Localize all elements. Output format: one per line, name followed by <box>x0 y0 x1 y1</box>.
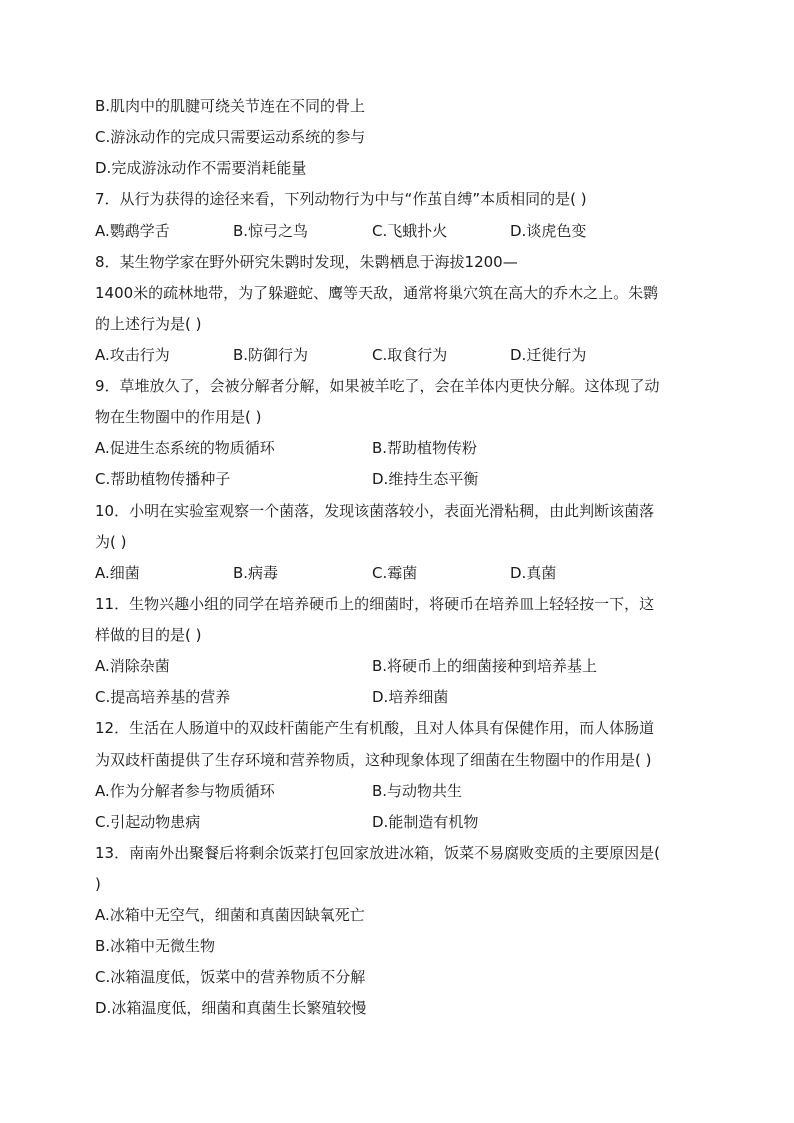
q13-option-b: B.冰箱中无微生物 <box>95 937 216 955</box>
q12-option-a: A.作为分解者参与物质循环 <box>95 782 275 800</box>
q7-option-a: A.鹦鹉学舌 <box>95 222 170 240</box>
q10-option-c: C.霉菌 <box>372 564 418 582</box>
q9-option-c: C.帮助植物传播种子 <box>95 470 231 488</box>
q9-option-b: B.帮助植物传粉 <box>372 439 478 457</box>
q12-stem-line-2: 为双歧杆菌提供了生存环境和营养物质，这种现象体现了细菌在生物圈中的作用是( ) <box>95 751 652 769</box>
q8-stem-line-3: 的上述行为是( ) <box>95 315 202 333</box>
q6-option-d: D.完成游泳动作不需要消耗能量 <box>95 159 307 177</box>
q11-option-d: D.培养细菌 <box>372 688 449 706</box>
q13-stem-line-1: 13．南南外出聚餐后将剩余饭菜打包回家放进冰箱，饭菜不易腐败变质的主要原因是( <box>95 844 660 862</box>
q13-stem-line-2: ) <box>95 875 101 893</box>
q11-stem-line-1: 11．生物兴趣小组的同学在培养硬币上的细菌时，将硬币在培养皿上轻轻按一下，这 <box>95 595 655 613</box>
q7-option-b: B.惊弓之鸟 <box>233 222 309 240</box>
q11-option-a: A.消除杂菌 <box>95 657 170 675</box>
q6-option-c: C.游泳动作的完成只需要运动系统的参与 <box>95 128 366 146</box>
q13-option-d: D.冰箱温度低，细菌和真菌生长繁殖较慢 <box>95 999 367 1017</box>
q7-option-d: D.谈虎色变 <box>510 222 587 240</box>
q10-option-b: B.病毒 <box>233 564 279 582</box>
q8-stem-line-1: 8．某生物学家在野外研究朱鹮时发现，朱鹮栖息于海拔1200— <box>95 253 518 271</box>
q10-stem-line-2: 为( ) <box>95 533 127 551</box>
q12-option-b: B.与动物共生 <box>372 782 463 800</box>
q12-stem-line-1: 12．生活在人肠道中的双歧杆菌能产生有机酸，且对人体具有保健作用，而人体肠道 <box>95 719 655 737</box>
q10-stem-line-1: 10．小明在实验室观察一个菌落，发现该菌落较小，表面光滑粘稠，由此判断该菌落 <box>95 502 655 520</box>
q11-option-b: B.将硬币上的细菌接种到培养基上 <box>372 657 598 675</box>
q9-option-a: A.促进生态系统的物质循环 <box>95 439 275 457</box>
q9-option-d: D.维持生态平衡 <box>372 470 479 488</box>
q9-stem-line-1: 9．草堆放久了，会被分解者分解，如果被羊吃了，会在羊体内更快分解。这体现了动 <box>95 377 660 395</box>
q8-option-d: D.迁徙行为 <box>510 346 587 364</box>
q12-option-c: C.引起动物患病 <box>95 813 201 831</box>
q8-option-a: A.攻击行为 <box>95 346 170 364</box>
q8-option-c: C.取食行为 <box>372 346 448 364</box>
q12-option-d: D.能制造有机物 <box>372 813 479 831</box>
q7-stem: 7．从行为获得的途径来看，下列动物行为中与“作茧自缚”本质相同的是( ) <box>95 190 587 208</box>
q7-option-c: C.飞蛾扑火 <box>372 222 448 240</box>
q11-stem-line-2: 样做的目的是( ) <box>95 626 202 644</box>
q6-option-b: B.肌肉中的肌腱可绕关节连在不同的骨上 <box>95 97 366 115</box>
q8-option-b: B.防御行为 <box>233 346 309 364</box>
q8-stem-line-2: 1400米的疏林地带，为了躲避蛇、鹰等天敌，通常将巢穴筑在高大的乔木之上。朱鹮 <box>95 284 659 302</box>
q11-option-c: C.提高培养基的营养 <box>95 688 231 706</box>
q10-option-d: D.真菌 <box>510 564 557 582</box>
q9-stem-line-2: 物在生物圈中的作用是( ) <box>95 408 262 426</box>
q13-option-a: A.冰箱中无空气，细菌和真菌因缺氧死亡 <box>95 906 365 924</box>
q13-option-c: C.冰箱温度低，饭菜中的营养物质不分解 <box>95 968 366 986</box>
q10-option-a: A.细菌 <box>95 564 140 582</box>
